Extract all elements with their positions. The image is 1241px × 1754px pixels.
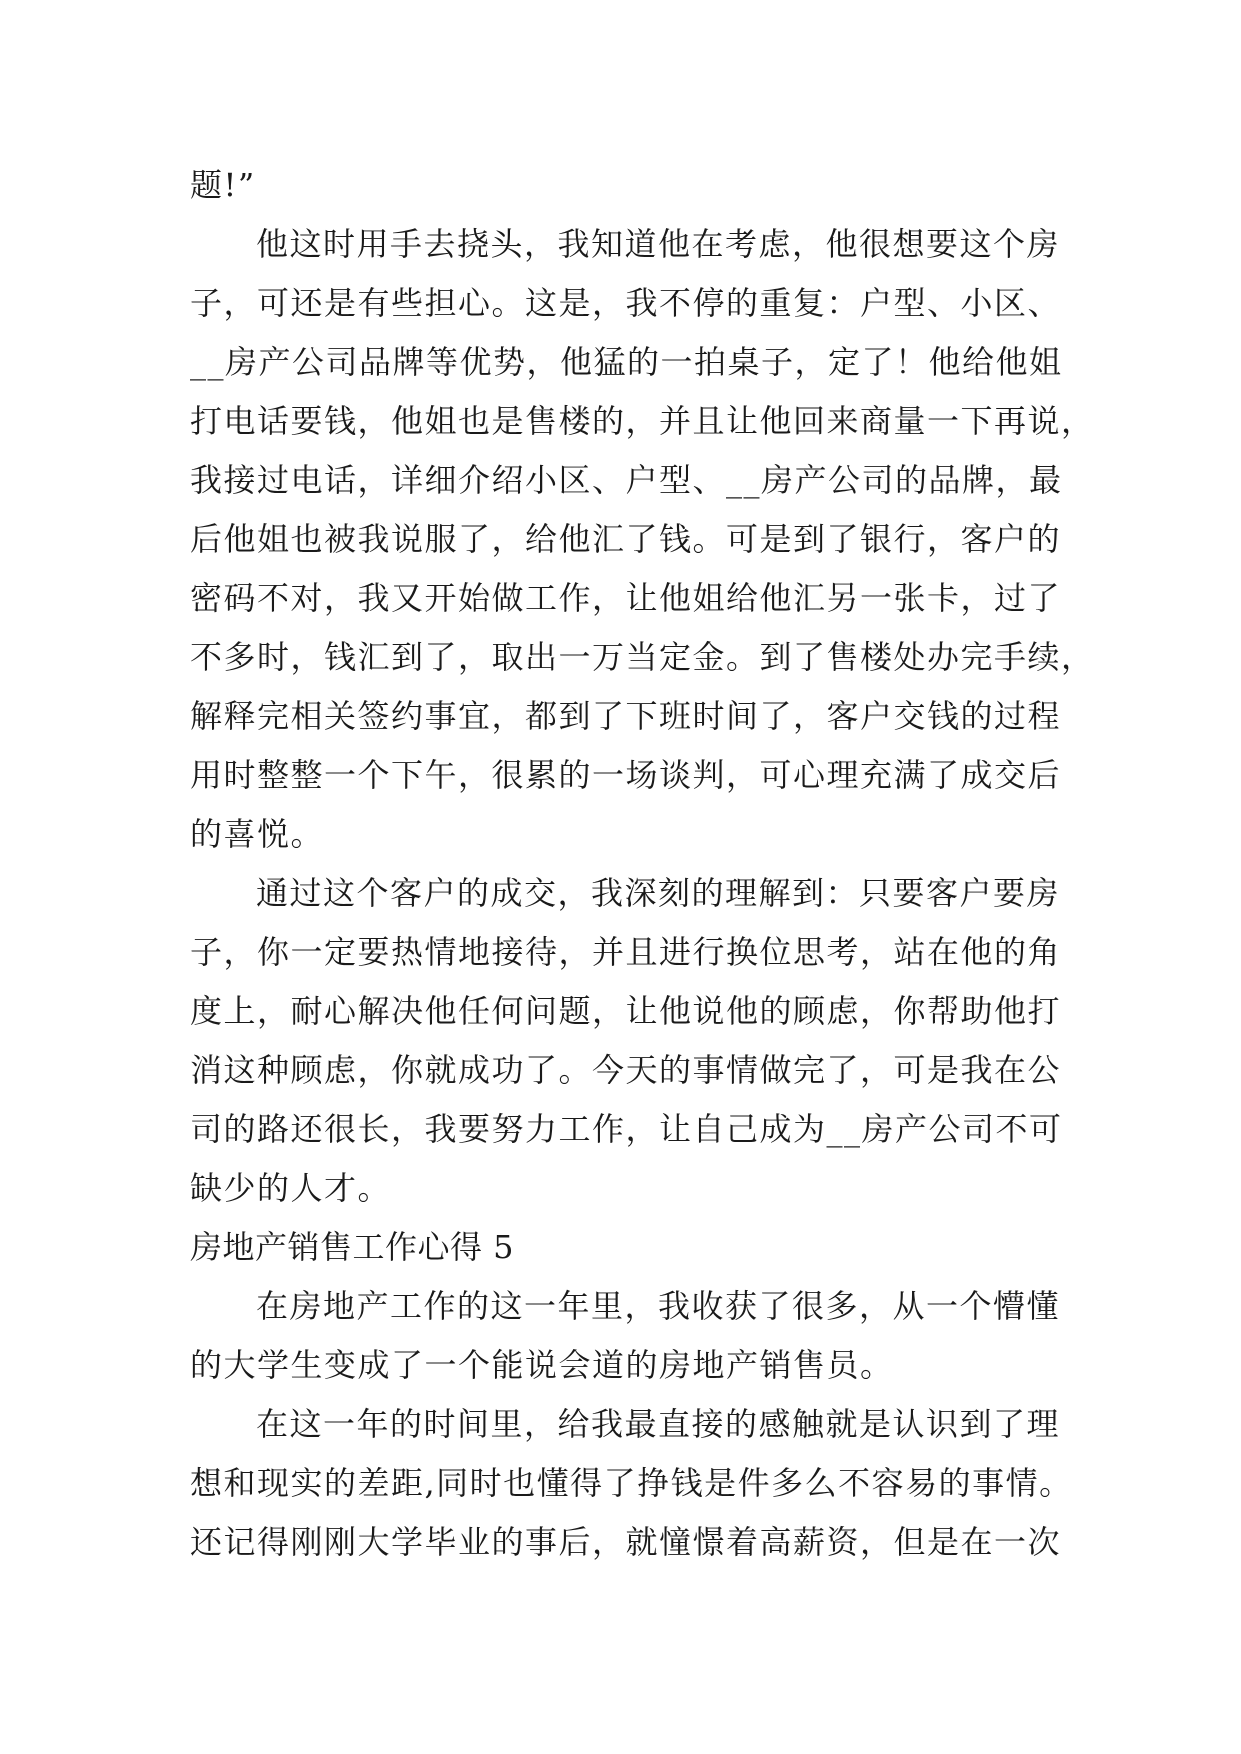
text-line: 我接过电话，详细介绍小区、户型、__房产公司的品牌，最 xyxy=(190,461,1063,499)
text-line: 子，可还是有些担心。这是，我不停的重复：户型、小区、 xyxy=(190,284,1062,322)
text-line: 还记得刚刚大学毕业的事后，就憧憬着高薪资，但是在一次 xyxy=(190,1523,1062,1561)
text-line: 用时整整一个下午，很累的一场谈判，可心理充满了成交后 xyxy=(190,756,1062,794)
text-line: 子，你一定要热情地接待，并且进行换位思考，站在他的角 xyxy=(190,933,1062,971)
text-line: 度上，耐心解决他任何问题，让他说他的顾虑，你帮助他打 xyxy=(190,992,1062,1030)
text-line: 的大学生变成了一个能说会道的房地产销售员。 xyxy=(190,1346,894,1384)
paragraph-start-line: 在这一年的时间里，给我最直接的感触就是认识到了理 xyxy=(256,1405,1061,1443)
text-line: 不多时，钱汇到了，取出一万当定金。到了售楼处办完手续， xyxy=(190,638,1095,676)
text-line: 的喜悦。 xyxy=(190,815,325,853)
text-line: 后他姐也被我说服了，给他汇了钱。可是到了银行，客户的 xyxy=(190,520,1062,558)
text-line: 题!” xyxy=(190,166,256,204)
text-line: 司的路还很长，我要努力工作，让自己成为__房产公司不可 xyxy=(190,1110,1063,1148)
text-line: 打电话要钱，他姐也是售楼的，并且让他回来商量一下再说， xyxy=(190,402,1095,440)
paragraph-start-line: 通过这个客户的成交，我深刻的理解到：只要客户要房 xyxy=(256,874,1061,912)
text-line: 想和现实的差距,同时也懂得了挣钱是件多么不容易的事情。 xyxy=(190,1464,1073,1502)
section-heading: 房地产销售工作心得 5 xyxy=(190,1228,515,1266)
text-line: 解释完相关签约事宜，都到了下班时间了，客户交钱的过程 xyxy=(190,697,1062,735)
text-line: 密码不对，我又开始做工作，让他姐给他汇另一张卡，过了 xyxy=(190,579,1062,617)
text-line: 缺少的人才。 xyxy=(190,1169,392,1207)
text-line: 消这种顾虑，你就成功了。今天的事情做完了，可是我在公 xyxy=(190,1051,1062,1089)
paragraph-start-line: 他这时用手去挠头，我知道他在考虑，他很想要这个房 xyxy=(256,225,1061,263)
text-line: __房产公司品牌等优势，他猛的一拍桌子，定了！他给他姐 xyxy=(190,343,1063,381)
paragraph-start-line: 在房地产工作的这一年里，我收获了很多，从一个懵懂 xyxy=(256,1287,1061,1325)
